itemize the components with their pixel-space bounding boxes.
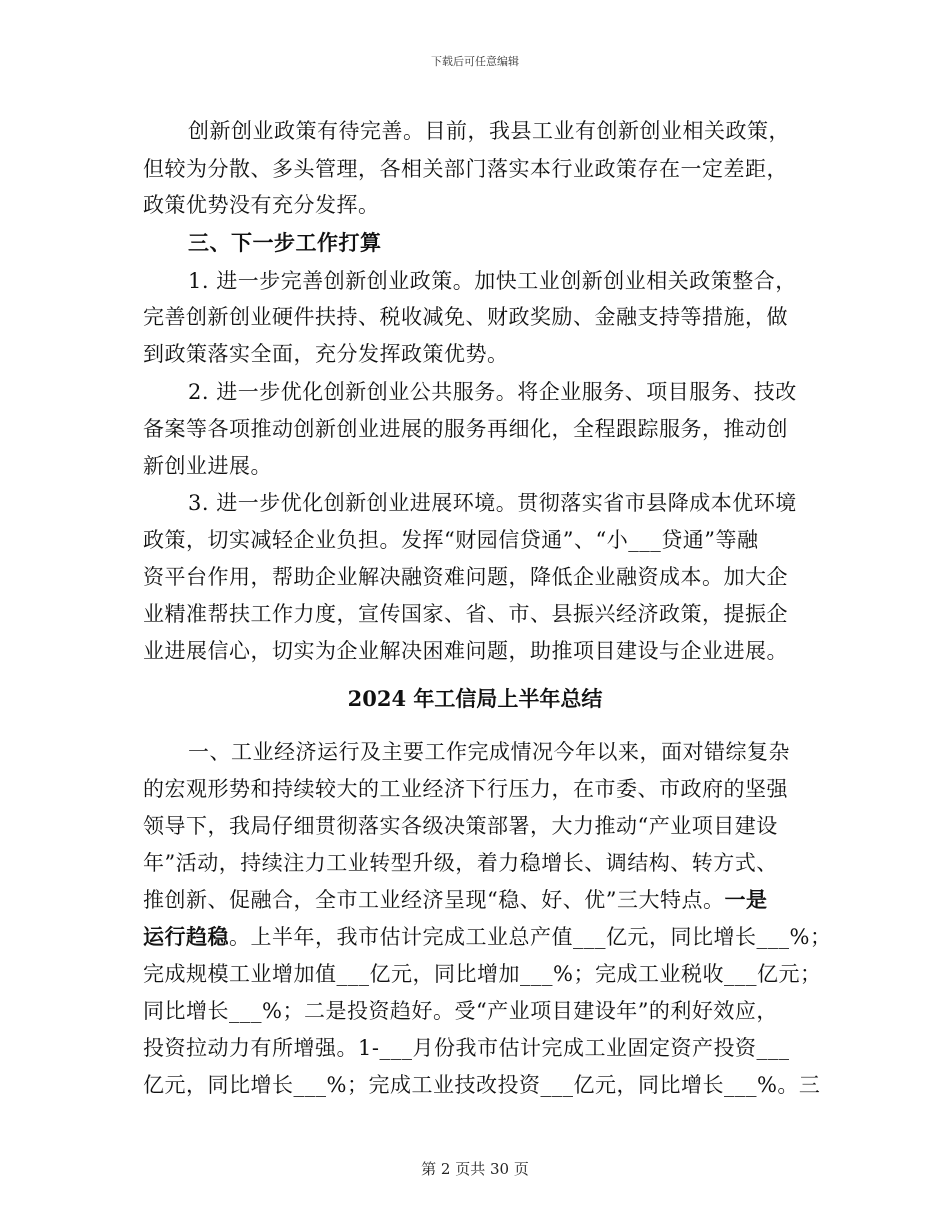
page-footer: 第 2 页共 30 页: [421, 1160, 529, 1178]
paragraph-line: 到政策落实全面，充分发挥政策优势。: [143, 342, 509, 366]
paragraph-line: 备案等各项推动创新创业进展的服务再细化，全程跟踪服务，推动创: [143, 417, 788, 441]
paragraph-line: 资平台作用，帮助企业解决融资难问题，降低企业融资成本。加大企: [143, 565, 788, 589]
bold-phrase: 运行趋稳: [143, 924, 229, 949]
paragraph-line: [143, 884, 767, 914]
paragraph-line: 完善创新创业硬件扶持、税收减免、财政奖励、金融支持等措施，做: [143, 305, 788, 329]
paragraph-line: 创新创业政策有待完善。目前，我县工业有创新创业相关政策，: [188, 119, 790, 143]
paragraph-line: 一、工业经济运行及主要工作完成情况今年以来，面对错综复杂: [188, 740, 790, 764]
paragraph-line: 同比增长___%；二是投资趋好。受“产业项目建设年”的利好效应，: [143, 999, 778, 1023]
paragraph-line: 业精准帮扶工作力度，宣传国家、省、市、县振兴经济政策，提振企: [143, 602, 788, 626]
paragraph-line: 政策优势没有充分发挥。: [143, 193, 380, 217]
paragraph-line: 的宏观形势和持续较大的工业经济下行压力，在市委、市政府的坚强: [143, 777, 788, 801]
paragraph-line: 2. 进一步优化创新创业公共服务。将企业服务、项目服务、技改: [188, 380, 797, 404]
page-header: 下载后可任意编辑: [431, 55, 519, 68]
paragraph-line: 3. 进一步优化创新创业进展环境。贯彻落实省市县降成本优环境: [188, 491, 797, 515]
paragraph-line: 年”活动，持续注力工业转型升级，着力稳增长、调结构、转方式、: [143, 851, 778, 875]
document-title: 2024 年工信局上半年总结: [347, 686, 603, 711]
paragraph-text: 推创新、促融合，全市工业经济呈现“稳、好、优”三大特点。: [143, 888, 725, 912]
paragraph-line: 业进展信心，切实为企业解决困难问题，助推项目建设与企业进展。: [143, 639, 788, 663]
paragraph-line: 完成规模工业增加值___亿元，同比增加___%；完成工业税收___亿元；: [143, 962, 822, 986]
paragraph-line: 但较为分散、多头管理，各相关部门落实本行业政策存在一定差距，: [143, 157, 788, 181]
paragraph-line: 投资拉动力有所增强。1-___月份我市估计完成工业固定资产投资___: [143, 1036, 790, 1060]
paragraph-text: 。上半年，我市估计完成工业总产值___亿元，同比增长___%；: [229, 925, 832, 949]
paragraph-line: 政策，切实减轻企业负担。发挥“财园信贷通”、“小___贷通”等融: [143, 528, 759, 552]
paragraph-line: 新创业进展。: [143, 454, 272, 478]
paragraph-line: [143, 921, 831, 951]
paragraph-line: 1. 进一步完善创新创业政策。加快工业创新创业相关政策整合，: [188, 269, 797, 293]
paragraph-line: 亿元，同比增长___%；完成工业技改投资___亿元，同比增长___%。三: [143, 1073, 821, 1097]
section-heading: 三、下一步工作打算: [188, 230, 382, 255]
bold-phrase: 一是: [724, 887, 768, 912]
paragraph-line: 领导下，我局仔细贯彻落实各级决策部署，大力推动“产业项目建设: [143, 814, 778, 838]
